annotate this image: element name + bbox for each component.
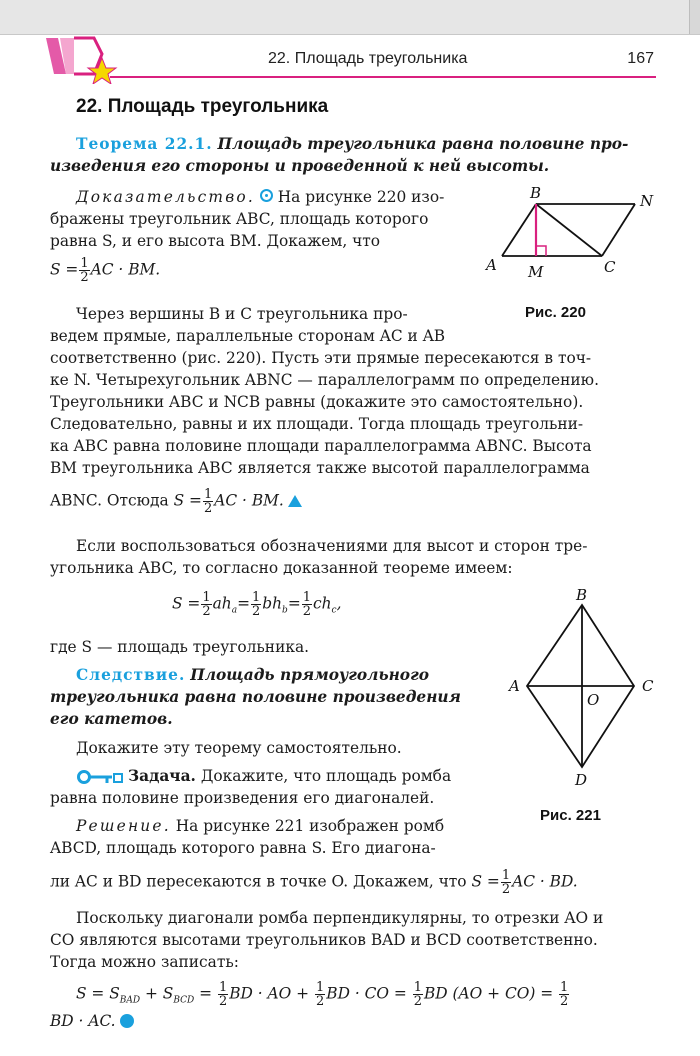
solution-line-6: Тогда можно записать: xyxy=(50,953,239,971)
eq-sub2: BCD xyxy=(173,995,195,1006)
proof-line-11: BM треугольника ABC является также высотой параллелограмма xyxy=(50,459,590,477)
running-title: 22. Площадь треугольника xyxy=(268,50,468,67)
scrollbar-corner xyxy=(689,0,700,34)
proof-line-9: Следовательно, равны и их площади. Тогда площадь треугольни- xyxy=(50,415,584,433)
formula-rhs: AC · BM. xyxy=(90,260,161,279)
solution-text: На рисунке 221 изображен ромб xyxy=(175,817,445,835)
label-a: A xyxy=(486,256,497,274)
fraction-den: 2 xyxy=(80,270,89,285)
proof-line-2: бражены треугольник ABC, площадь которого xyxy=(50,210,429,228)
fraction-den: 2 xyxy=(316,994,325,1009)
corollary-line-2: треугольника равна половине произведения xyxy=(50,688,461,706)
proof-line-5: ведем прямые, параллельные сторонам AC и AB xyxy=(50,327,446,345)
para2-line-3: где S — площадь треугольника. xyxy=(50,638,310,656)
eq-f: BD (AO + CO) = xyxy=(423,984,554,1003)
fraction-den: 2 xyxy=(302,604,311,619)
task-line-1 xyxy=(76,765,451,787)
sub-b: b xyxy=(282,605,288,616)
fraction-half xyxy=(203,488,213,515)
formula-lhs: S = xyxy=(173,491,202,510)
sub-a: a xyxy=(231,605,238,616)
fraction-num: 1 xyxy=(316,980,325,995)
proof-line-7: ке N. Четырехугольник ABNC — параллелограмм по определению. xyxy=(50,371,599,389)
figure-220-parallelogram xyxy=(480,182,670,282)
task-label: Задача. xyxy=(128,767,196,785)
eq-a: S = S xyxy=(76,984,120,1003)
proof-line-1 xyxy=(76,186,444,208)
formula-lhs: S = xyxy=(50,260,79,279)
solution-end-icon xyxy=(120,1014,134,1028)
solution-line-5: CO являются высотами треугольников BAD и BCD соответственно. xyxy=(50,931,598,949)
theorem-text: Площадь треугольника равна половине про- xyxy=(217,135,629,153)
section-title: 22. Площадь треугольника xyxy=(76,96,329,117)
fraction-den: 2 xyxy=(501,882,511,897)
label-m: M xyxy=(528,263,544,281)
fraction-half xyxy=(501,869,511,896)
header-rule xyxy=(110,76,656,78)
solution-line-4: Поскольку диагонали ромба перпендикулярны, то отрезки AO и xyxy=(76,909,604,927)
corollary-line-4: Докажите эту теорему самостоятельно. xyxy=(76,739,402,757)
solution-line-2: ABCD, площадь которого равна S. Его диагона- xyxy=(50,839,436,857)
solution-line-1 xyxy=(76,815,444,837)
solution-label: Решение. xyxy=(76,817,171,835)
label-c: C xyxy=(642,677,654,695)
fraction-den: 2 xyxy=(413,994,422,1009)
label-b: B xyxy=(576,586,588,604)
formula-rhs: AC · BD. xyxy=(512,872,578,891)
figure-220-caption: Рис. 220 xyxy=(525,304,586,321)
proof-label: Доказательство. xyxy=(76,188,255,206)
fraction-num: 1 xyxy=(413,980,422,995)
formula-lhs: S = xyxy=(172,594,201,613)
proof-l12-text: ABNC. Отсюда xyxy=(50,491,169,510)
fraction-half xyxy=(413,981,423,1008)
para2-line-2: угольника ABC, то согласно доказанной теореме имеем: xyxy=(50,559,513,577)
fraction-num: 1 xyxy=(560,980,569,995)
task-line-2: равна половине произведения его диагоналей. xyxy=(50,789,435,807)
formula-lhs: S = xyxy=(471,872,500,891)
fraction-half xyxy=(218,981,228,1008)
key-icon xyxy=(76,769,124,785)
fraction-num: 1 xyxy=(218,980,228,995)
proof-line-12 xyxy=(50,488,302,515)
solution-l3-text: ли AC и BD пересекаются в точке O. Докажем, что xyxy=(50,872,467,891)
fraction-half xyxy=(251,591,261,618)
task-text: Докажите, что площадь ромба xyxy=(200,767,452,785)
solution-equation-2 xyxy=(50,1010,134,1032)
label-o: O xyxy=(587,691,600,709)
fraction-half xyxy=(559,981,569,1008)
fraction-num: 1 xyxy=(501,868,511,883)
corollary-label: Следствие. xyxy=(76,666,186,684)
label-b: B xyxy=(530,184,542,202)
fraction-den: 2 xyxy=(203,501,213,516)
eq-g: BD · AC. xyxy=(50,1012,116,1030)
label-c: C xyxy=(604,258,616,276)
label-d: D xyxy=(575,771,588,789)
label-a: A xyxy=(509,677,520,695)
fraction-den: 2 xyxy=(252,604,261,619)
fraction-num: 1 xyxy=(202,590,211,605)
theorem-line-1 xyxy=(76,133,628,155)
label-n: N xyxy=(640,192,654,210)
eq-sign: = xyxy=(237,594,250,613)
fraction-half xyxy=(302,591,312,618)
eq-b: + S xyxy=(140,984,174,1003)
comma: , xyxy=(336,594,342,613)
proof-line-6: соответственно (рис. 220). Пусть эти прямые пересекаются в точ- xyxy=(50,349,592,367)
solution-line-3 xyxy=(50,869,578,896)
para2-line-1: Если воспользоваться обозначениями для высот и сторон тре- xyxy=(76,537,588,555)
term-c: ch xyxy=(313,594,332,613)
fraction-num: 1 xyxy=(252,590,261,605)
proof-end-icon xyxy=(288,495,302,507)
viewer-top-bar xyxy=(0,0,700,35)
proof-formula xyxy=(50,257,160,284)
formula-rhs: AC · BM. xyxy=(214,491,284,510)
eq-sign: = xyxy=(287,594,301,613)
eq-sub1: BAD xyxy=(119,995,141,1006)
term-b: bh xyxy=(262,594,283,613)
proof-text: На рисунке 220 изо- xyxy=(277,188,445,206)
fraction-den: 2 xyxy=(560,994,569,1009)
corollary-line-3: его катетов. xyxy=(50,710,173,728)
fraction-half xyxy=(315,981,325,1008)
eq-d: BD · AO + xyxy=(229,984,310,1003)
sub-c: c xyxy=(331,605,337,616)
fraction-half xyxy=(79,257,89,284)
fraction-num: 1 xyxy=(302,590,311,605)
theorem-label: Теорема 22.1. xyxy=(76,135,213,153)
fraction-half xyxy=(201,591,211,618)
fraction-den: 2 xyxy=(218,994,228,1009)
area-formulas xyxy=(172,591,342,622)
page-number: 167 xyxy=(627,50,654,67)
proof-line-8: Треугольники ABC и NCB равны (докажите это самостоятельно). xyxy=(50,393,584,411)
corollary-line-1 xyxy=(76,664,429,686)
theorem-line-2: изведения его стороны и проведенной к ней высоты. xyxy=(50,157,550,175)
eq-c: = xyxy=(194,984,213,1003)
proof-line-10: ка ABC равна половине площади параллелограмма ABNC. Высота xyxy=(50,437,592,455)
corollary-text: Площадь прямоугольного xyxy=(190,666,429,684)
figure-221-caption: Рис. 221 xyxy=(540,807,601,824)
term-a: ah xyxy=(212,594,232,613)
eq-e: BD · CO = xyxy=(326,984,407,1003)
fraction-num: 1 xyxy=(203,487,213,502)
proof-start-icon xyxy=(260,189,273,202)
proof-line-3: равна S, и его высота BM. Докажем, что xyxy=(50,232,381,250)
fraction-num: 1 xyxy=(80,256,89,271)
figure-221-rhombus xyxy=(500,585,670,795)
proof-line-4: Через вершины B и C треугольника про- xyxy=(76,305,408,323)
solution-equation-1 xyxy=(76,981,570,1012)
fraction-den: 2 xyxy=(202,604,211,619)
